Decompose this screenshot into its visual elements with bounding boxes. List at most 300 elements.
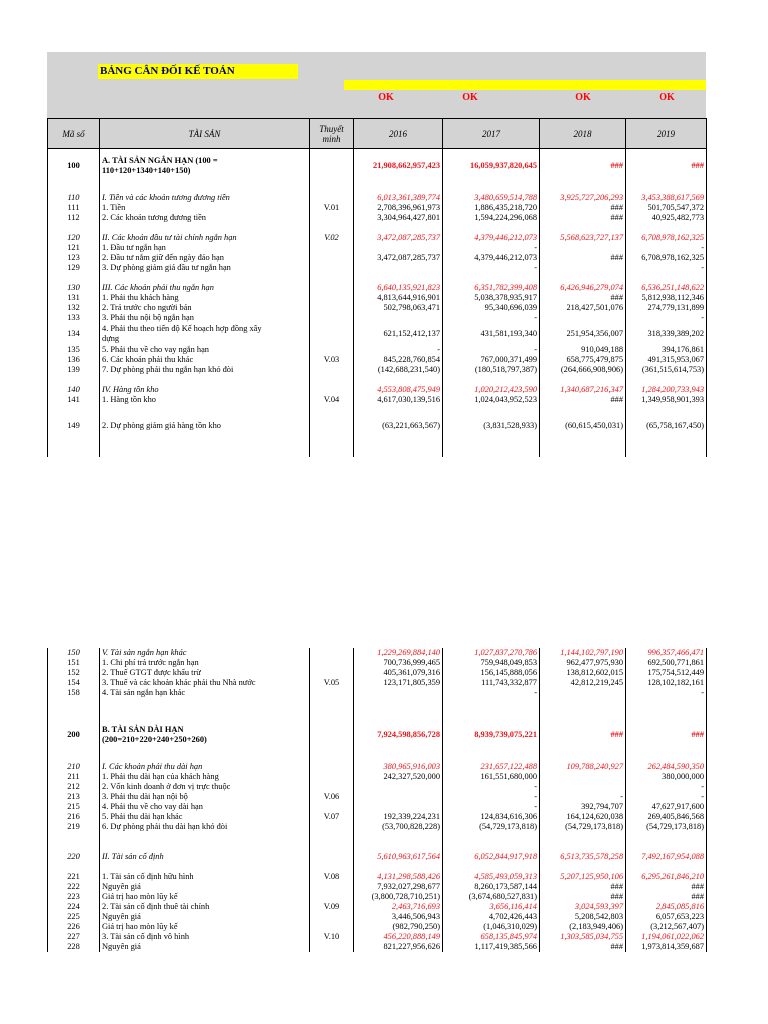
row-name[interactable]: 1. Đầu tư ngắn hạn xyxy=(100,243,310,253)
row-code[interactable]: 134 xyxy=(48,323,100,345)
row-code[interactable]: 221 xyxy=(48,872,100,882)
value-cell[interactable]: 274,779,131,899 xyxy=(626,303,707,313)
row-code[interactable]: 133 xyxy=(48,313,100,323)
value-cell[interactable]: 6,513,735,578,258 xyxy=(540,852,626,862)
value-cell[interactable]: 4,553,808,475,949 xyxy=(354,385,443,395)
value-cell[interactable]: 2,708,396,961,973 xyxy=(354,203,443,213)
value-cell[interactable]: 192,339,224,231 xyxy=(354,812,443,822)
value-cell[interactable]: 5,610,963,617,564 xyxy=(354,852,443,862)
row-name[interactable]: Giá trị hao mòn lũy kế xyxy=(100,892,310,902)
value-cell[interactable]: ### xyxy=(626,882,707,892)
value-cell[interactable]: 42,812,219,245 xyxy=(540,678,626,688)
value-cell[interactable]: 700,736,999,465 xyxy=(354,658,443,668)
value-cell[interactable]: 95,340,696,039 xyxy=(443,303,540,313)
row-code[interactable]: 123 xyxy=(48,253,100,263)
row-code[interactable]: 222 xyxy=(48,882,100,892)
row-note[interactable] xyxy=(310,802,354,812)
row-code[interactable]: 100 xyxy=(48,149,100,183)
row-note[interactable] xyxy=(310,345,354,355)
row-name[interactable]: 3. Thuế và các khoản khác phải thu Nhà nước xyxy=(100,678,310,688)
row-note[interactable] xyxy=(310,942,354,952)
row-code[interactable]: 213 xyxy=(48,792,100,802)
value-cell[interactable]: 124,834,616,306 xyxy=(443,812,540,822)
row-name[interactable]: I. Các khoản phải thu dài hạn xyxy=(100,762,310,772)
value-cell[interactable]: - xyxy=(626,313,707,323)
row-name[interactable]: II. Tài sản cố định xyxy=(100,852,310,862)
row-note[interactable] xyxy=(310,385,354,395)
value-cell[interactable]: - xyxy=(443,313,540,323)
value-cell[interactable]: (3,212,567,407) xyxy=(626,922,707,932)
row-note[interactable] xyxy=(310,415,354,437)
value-cell[interactable]: (1,046,310,029) xyxy=(443,922,540,932)
value-cell[interactable]: 7,492,167,954,088 xyxy=(626,852,707,862)
value-cell[interactable]: 6,013,361,389,774 xyxy=(354,193,443,203)
value-cell[interactable]: 16,059,937,820,645 xyxy=(443,149,540,183)
value-cell[interactable]: (264,666,908,906) xyxy=(540,365,626,375)
row-note[interactable] xyxy=(310,213,354,223)
value-cell[interactable]: 4,379,446,212,073 xyxy=(443,253,540,263)
value-cell[interactable]: 962,477,975,930 xyxy=(540,658,626,668)
value-cell[interactable]: (54,729,173,818) xyxy=(443,822,540,832)
value-cell[interactable]: 5,568,623,727,137 xyxy=(540,233,626,243)
value-cell[interactable]: 109,788,240,927 xyxy=(540,762,626,772)
row-note[interactable]: V.02 xyxy=(310,233,354,243)
row-name[interactable]: 5. Phải thu về cho vay ngắn hạn xyxy=(100,345,310,355)
row-name[interactable]: 2. Vốn kinh doanh ở đơn vị trực thuộc xyxy=(100,782,310,792)
value-cell[interactable]: 692,500,771,861 xyxy=(626,658,707,668)
row-code[interactable]: 224 xyxy=(48,902,100,912)
table-row xyxy=(48,792,707,802)
row-note[interactable]: V.07 xyxy=(310,812,354,822)
empty-cell xyxy=(540,223,626,233)
row-note[interactable] xyxy=(310,193,354,203)
row-code[interactable]: 136 xyxy=(48,355,100,365)
row-code[interactable]: 226 xyxy=(48,922,100,932)
value-cell[interactable] xyxy=(540,688,626,698)
value-cell[interactable]: 621,152,412,137 xyxy=(354,323,443,345)
row-code[interactable]: 120 xyxy=(48,233,100,243)
row-name[interactable]: 5. Phải thu dài hạn khác xyxy=(100,812,310,822)
header-asset[interactable]: TÀI SẢN xyxy=(100,119,310,149)
value-cell[interactable]: 405,361,079,316 xyxy=(354,668,443,678)
row-note[interactable] xyxy=(310,313,354,323)
row-note[interactable] xyxy=(310,303,354,313)
row-name[interactable]: 1. Tiền xyxy=(100,203,310,213)
value-cell[interactable]: 3,656,116,414 xyxy=(443,902,540,912)
value-cell[interactable]: (180,518,797,387) xyxy=(443,365,540,375)
value-cell[interactable]: 6,351,782,399,408 xyxy=(443,283,540,293)
row-note[interactable] xyxy=(310,688,354,698)
value-cell[interactable]: 3,453,388,617,569 xyxy=(626,193,707,203)
row-note[interactable]: V.06 xyxy=(310,792,354,802)
value-cell[interactable] xyxy=(540,313,626,323)
table-row xyxy=(48,812,707,822)
value-cell[interactable]: 1,340,687,216,347 xyxy=(540,385,626,395)
row-note[interactable] xyxy=(310,648,354,658)
row-code[interactable]: 131 xyxy=(48,293,100,303)
value-cell[interactable]: 7,932,027,298,677 xyxy=(354,882,443,892)
row-code[interactable]: 111 xyxy=(48,203,100,213)
value-cell[interactable]: 5,038,378,935,917 xyxy=(443,293,540,303)
row-note[interactable]: V.01 xyxy=(310,203,354,213)
value-cell[interactable]: 251,954,356,007 xyxy=(540,323,626,345)
row-name[interactable]: Nguyên giá xyxy=(100,912,310,922)
value-cell[interactable]: 21,908,662,957,423 xyxy=(354,149,443,183)
row-name[interactable]: 1. Phải thu khách hàng xyxy=(100,293,310,303)
row-note[interactable] xyxy=(310,882,354,892)
value-cell[interactable]: 6,426,946,279,074 xyxy=(540,283,626,293)
value-cell[interactable]: (53,700,828,228) xyxy=(354,822,443,832)
header-year[interactable]: 2017 xyxy=(443,119,540,149)
value-cell[interactable]: 821,227,956,626 xyxy=(354,942,443,952)
row-code[interactable]: 112 xyxy=(48,213,100,223)
value-cell[interactable]: 1,886,435,218,720 xyxy=(443,203,540,213)
value-cell[interactable]: - xyxy=(443,243,540,253)
value-cell[interactable]: 242,327,520,000 xyxy=(354,772,443,782)
value-cell[interactable] xyxy=(540,263,626,273)
value-cell[interactable]: - xyxy=(443,802,540,812)
row-name[interactable]: 4. Phải thu theo tiến độ Kế hoạch hợp đồng xây dựng xyxy=(100,323,310,345)
value-cell[interactable]: ### xyxy=(626,149,707,183)
row-note[interactable] xyxy=(310,149,354,183)
row-code[interactable]: 220 xyxy=(48,852,100,862)
value-cell[interactable]: 996,357,466,471 xyxy=(626,648,707,658)
value-cell[interactable]: 380,965,916,003 xyxy=(354,762,443,772)
value-cell[interactable] xyxy=(540,243,626,253)
value-cell[interactable]: 767,000,371,499 xyxy=(443,355,540,365)
row-name[interactable]: A. TÀI SẢN NGẮN HẠN (100 = 110+120+1340+140+150) xyxy=(100,149,310,183)
row-name[interactable]: I. Tiền và các khoản tương đương tiền xyxy=(100,193,310,203)
row-note[interactable]: V.05 xyxy=(310,678,354,688)
value-cell[interactable]: 6,057,653,223 xyxy=(626,912,707,922)
row-note[interactable]: V.09 xyxy=(310,902,354,912)
value-cell[interactable]: 269,405,846,568 xyxy=(626,812,707,822)
empty-cell xyxy=(310,447,354,457)
row-name[interactable]: 3. Phải thu dài hạn nội bộ xyxy=(100,792,310,802)
value-cell[interactable]: 8,260,173,587,144 xyxy=(443,882,540,892)
value-cell[interactable]: ### xyxy=(540,293,626,303)
value-cell[interactable]: ### xyxy=(626,718,707,752)
row-code[interactable]: 150 xyxy=(48,648,100,658)
row-code[interactable]: 130 xyxy=(48,283,100,293)
row-note[interactable] xyxy=(310,718,354,752)
value-cell[interactable]: (54,729,173,818) xyxy=(540,822,626,832)
value-cell[interactable]: 262,484,590,350 xyxy=(626,762,707,772)
value-cell[interactable]: 1,594,224,296,068 xyxy=(443,213,540,223)
value-cell[interactable]: (54,729,173,818) xyxy=(626,822,707,832)
value-cell[interactable]: 318,339,389,202 xyxy=(626,323,707,345)
value-cell[interactable]: 5,812,938,112,346 xyxy=(626,293,707,303)
value-cell[interactable] xyxy=(354,263,443,273)
value-cell[interactable]: 2,463,716,693 xyxy=(354,902,443,912)
row-code[interactable]: 151 xyxy=(48,658,100,668)
value-cell[interactable]: 4,131,298,588,426 xyxy=(354,872,443,882)
row-note[interactable] xyxy=(310,658,354,668)
row-code[interactable]: 225 xyxy=(48,912,100,922)
value-cell[interactable]: 5,208,542,803 xyxy=(540,912,626,922)
value-cell[interactable]: 47,627,917,600 xyxy=(626,802,707,812)
value-cell[interactable]: 1,973,814,359,687 xyxy=(626,942,707,952)
value-cell[interactable]: 1,027,837,270,786 xyxy=(443,648,540,658)
value-cell[interactable] xyxy=(354,313,443,323)
row-name[interactable]: 2. Đầu tư nắm giữ đến ngày đáo hạn xyxy=(100,253,310,263)
value-cell[interactable] xyxy=(540,772,626,782)
value-cell[interactable]: 161,551,680,000 xyxy=(443,772,540,782)
value-cell[interactable]: ### xyxy=(540,253,626,263)
value-cell[interactable]: 175,754,512,449 xyxy=(626,668,707,678)
value-cell[interactable]: 3,925,727,206,293 xyxy=(540,193,626,203)
row-name[interactable]: Nguyên giá xyxy=(100,882,310,892)
value-cell[interactable]: - xyxy=(626,243,707,253)
row-code[interactable]: 139 xyxy=(48,365,100,375)
row-note[interactable]: V.04 xyxy=(310,395,354,405)
value-cell[interactable]: 123,171,805,359 xyxy=(354,678,443,688)
value-cell[interactable]: 1,144,102,797,190 xyxy=(540,648,626,658)
value-cell[interactable]: (65,758,167,450) xyxy=(626,415,707,437)
value-cell[interactable]: - xyxy=(540,792,626,802)
row-name[interactable]: 2. Thuế GTGT được khấu trừ xyxy=(100,668,310,678)
value-cell[interactable]: 4,813,644,916,901 xyxy=(354,293,443,303)
value-cell[interactable]: 394,176,861 xyxy=(626,345,707,355)
value-cell[interactable]: 4,585,493,059,313 xyxy=(443,872,540,882)
value-cell[interactable]: (2,183,949,406) xyxy=(540,922,626,932)
row-code[interactable]: 152 xyxy=(48,668,100,678)
value-cell[interactable]: ### xyxy=(540,203,626,213)
value-cell[interactable] xyxy=(354,802,443,812)
value-cell[interactable] xyxy=(354,688,443,698)
header-year[interactable]: 2018 xyxy=(540,119,626,149)
row-note[interactable] xyxy=(310,365,354,375)
row-note[interactable] xyxy=(310,922,354,932)
value-cell[interactable]: ### xyxy=(540,149,626,183)
row-name[interactable]: 1. Chi phí trả trước ngắn hạn xyxy=(100,658,310,668)
value-cell[interactable]: ### xyxy=(540,942,626,952)
value-cell[interactable]: (142,688,231,540) xyxy=(354,365,443,375)
value-cell[interactable]: 218,427,501,076 xyxy=(540,303,626,313)
value-cell[interactable]: ### xyxy=(626,892,707,902)
value-cell[interactable]: ### xyxy=(540,882,626,892)
row-note[interactable] xyxy=(310,822,354,832)
row-note[interactable] xyxy=(310,293,354,303)
value-cell[interactable]: (3,674,680,527,831) xyxy=(443,892,540,902)
value-cell[interactable]: - xyxy=(626,688,707,698)
value-cell[interactable]: 3,472,087,285,737 xyxy=(354,233,443,243)
row-name[interactable]: 2. Các khoản tương đương tiền xyxy=(100,213,310,223)
value-cell[interactable]: 6,052,844,917,918 xyxy=(443,852,540,862)
row-code[interactable]: 211 xyxy=(48,772,100,782)
row-name[interactable]: III. Các khoản phải thu ngắn hạn xyxy=(100,283,310,293)
value-cell[interactable]: 502,798,063,471 xyxy=(354,303,443,313)
row-code[interactable]: 132 xyxy=(48,303,100,313)
value-cell[interactable]: - xyxy=(443,345,540,355)
row-note[interactable] xyxy=(310,762,354,772)
row-name[interactable]: 6. Các khoản phải thu khác xyxy=(100,355,310,365)
row-name[interactable]: 4. Tài sản ngắn hạn khác xyxy=(100,688,310,698)
row-code[interactable]: 228 xyxy=(48,942,100,952)
value-cell[interactable] xyxy=(354,782,443,792)
value-cell[interactable]: 3,480,659,514,788 xyxy=(443,193,540,203)
row-name[interactable]: 3. Dự phòng giảm giá đầu tư ngắn hạn xyxy=(100,263,310,273)
row-note[interactable]: V.03 xyxy=(310,355,354,365)
row-code[interactable]: 135 xyxy=(48,345,100,355)
header-note[interactable]: Thuyết minh xyxy=(310,119,354,149)
value-cell[interactable]: - xyxy=(443,782,540,792)
row-code[interactable]: 154 xyxy=(48,678,100,688)
value-cell[interactable]: 6,708,978,162,325 xyxy=(626,253,707,263)
value-cell[interactable]: 128,102,182,161 xyxy=(626,678,707,688)
value-cell[interactable]: (63,221,663,567) xyxy=(354,415,443,437)
row-note[interactable]: V.10 xyxy=(310,932,354,942)
row-code[interactable]: 223 xyxy=(48,892,100,902)
row-code[interactable]: 121 xyxy=(48,243,100,253)
value-cell[interactable]: 658,135,845,974 xyxy=(443,932,540,942)
row-name[interactable]: 7. Dự phòng phải thu ngắn hạn khó đòi xyxy=(100,365,310,375)
row-name[interactable]: 2. Tài sản cố định thuê tài chính xyxy=(100,902,310,912)
value-cell[interactable]: 138,812,602,015 xyxy=(540,668,626,678)
row-name[interactable]: Nguyên giá xyxy=(100,942,310,952)
value-cell[interactable]: 4,702,426,443 xyxy=(443,912,540,922)
row-code[interactable]: 216 xyxy=(48,812,100,822)
value-cell[interactable]: (982,790,250) xyxy=(354,922,443,932)
sheet-title[interactable]: BẢNG CÂN ĐỐI KẾ TOÁN xyxy=(98,64,298,79)
row-name[interactable]: B. TÀI SẢN DÀI HẠN (200=210+220+240+250+260) xyxy=(100,718,310,752)
value-cell[interactable]: ### xyxy=(540,395,626,405)
value-cell[interactable]: 1,117,419,385,566 xyxy=(443,942,540,952)
value-cell[interactable]: 392,794,707 xyxy=(540,802,626,812)
row-name[interactable]: 4. Phải thu về cho vay dài hạn xyxy=(100,802,310,812)
row-note[interactable] xyxy=(310,668,354,678)
value-cell[interactable]: (60,615,450,031) xyxy=(540,415,626,437)
row-name[interactable]: 2. Trả trước cho người bán xyxy=(100,303,310,313)
value-cell[interactable]: - xyxy=(443,792,540,802)
value-cell[interactable]: - xyxy=(354,345,443,355)
value-cell[interactable]: 456,220,888,149 xyxy=(354,932,443,942)
value-cell[interactable]: 2,845,085,816 xyxy=(626,902,707,912)
value-cell[interactable]: - xyxy=(443,263,540,273)
header-code[interactable]: Mã số xyxy=(48,119,100,149)
value-cell[interactable]: 1,020,212,423,590 xyxy=(443,385,540,395)
row-code[interactable]: 227 xyxy=(48,932,100,942)
row-name[interactable]: IV. Hàng tồn kho xyxy=(100,385,310,395)
row-code[interactable]: 219 xyxy=(48,822,100,832)
value-cell[interactable]: 845,228,760,854 xyxy=(354,355,443,365)
value-cell[interactable]: 156,145,888,056 xyxy=(443,668,540,678)
value-cell[interactable]: ### xyxy=(540,213,626,223)
value-cell[interactable]: 431,581,193,340 xyxy=(443,323,540,345)
row-name[interactable]: 6. Dự phòng phải thu dài hạn khó đòi xyxy=(100,822,310,832)
row-code[interactable]: 129 xyxy=(48,263,100,273)
row-note[interactable] xyxy=(310,782,354,792)
value-cell[interactable]: 40,925,482,773 xyxy=(626,213,707,223)
value-cell[interactable]: 1,303,585,034,755 xyxy=(540,932,626,942)
value-cell[interactable]: 3,304,964,427,801 xyxy=(354,213,443,223)
row-code[interactable]: 158 xyxy=(48,688,100,698)
row-name[interactable]: 1. Phải thu dài hạn của khách hàng xyxy=(100,772,310,782)
value-cell[interactable] xyxy=(354,792,443,802)
value-cell[interactable]: (3,831,528,933) xyxy=(443,415,540,437)
value-cell[interactable]: 501,705,547,372 xyxy=(626,203,707,213)
row-note[interactable] xyxy=(310,263,354,273)
row-name[interactable]: Giá trị hao mòn lũy kế xyxy=(100,922,310,932)
value-cell[interactable]: 380,000,000 xyxy=(626,772,707,782)
value-cell[interactable]: 111,743,332,877 xyxy=(443,678,540,688)
value-cell[interactable]: 7,924,598,856,728 xyxy=(354,718,443,752)
value-cell[interactable]: 4,617,030,139,516 xyxy=(354,395,443,405)
row-note[interactable] xyxy=(310,772,354,782)
value-cell[interactable]: 759,948,049,853 xyxy=(443,658,540,668)
row-code[interactable]: 210 xyxy=(48,762,100,772)
row-name[interactable]: II. Các khoản đầu tư tài chính ngắn hạn xyxy=(100,233,310,243)
row-name[interactable]: 3. Tài sản cố định vô hình xyxy=(100,932,310,942)
row-code[interactable]: 141 xyxy=(48,395,100,405)
value-cell[interactable] xyxy=(540,782,626,792)
value-cell[interactable] xyxy=(354,243,443,253)
row-note[interactable] xyxy=(310,253,354,263)
value-cell[interactable]: 6,536,251,148,622 xyxy=(626,283,707,293)
row-note[interactable] xyxy=(310,912,354,922)
value-cell[interactable]: 4,379,446,212,073 xyxy=(443,233,540,243)
row-note[interactable] xyxy=(310,892,354,902)
row-name[interactable]: 2. Dự phòng giảm giá hàng tồn kho xyxy=(100,415,310,437)
row-code[interactable]: 149 xyxy=(48,415,100,437)
value-cell[interactable]: 3,446,506,943 xyxy=(354,912,443,922)
value-cell[interactable]: 491,315,953,067 xyxy=(626,355,707,365)
row-name[interactable]: V. Tài sản ngắn hạn khác xyxy=(100,648,310,658)
value-cell[interactable]: 1,229,269,884,140 xyxy=(354,648,443,658)
row-note[interactable] xyxy=(310,283,354,293)
value-cell[interactable]: 6,295,261,846,210 xyxy=(626,872,707,882)
value-cell[interactable]: ### xyxy=(540,718,626,752)
value-cell[interactable]: 231,657,122,488 xyxy=(443,762,540,772)
value-cell[interactable]: 1,024,043,952,523 xyxy=(443,395,540,405)
value-cell[interactable]: 8,939,739,075,221 xyxy=(443,718,540,752)
value-cell[interactable]: 5,207,125,950,106 xyxy=(540,872,626,882)
row-name[interactable]: 1. Tài sản cố định hữu hình xyxy=(100,872,310,882)
value-cell[interactable]: 1,349,958,901,393 xyxy=(626,395,707,405)
row-note[interactable]: V.08 xyxy=(310,872,354,882)
row-code[interactable]: 140 xyxy=(48,385,100,395)
value-cell[interactable]: 910,049,188 xyxy=(540,345,626,355)
value-cell[interactable]: - xyxy=(626,782,707,792)
table-row xyxy=(48,912,707,922)
value-cell[interactable]: 6,640,135,921,823 xyxy=(354,283,443,293)
row-code[interactable]: 212 xyxy=(48,782,100,792)
row-name[interactable]: 3. Phải thu nội bộ ngắn hạn xyxy=(100,313,310,323)
row-name[interactable]: 1. Hàng tồn kho xyxy=(100,395,310,405)
value-cell[interactable]: 6,708,978,162,325 xyxy=(626,233,707,243)
row-note[interactable] xyxy=(310,852,354,862)
row-note[interactable] xyxy=(310,323,354,345)
value-cell[interactable]: (3,800,728,710,251) xyxy=(354,892,443,902)
header-year[interactable]: 2019 xyxy=(626,119,707,149)
value-cell[interactable]: 3,472,087,285,737 xyxy=(354,253,443,263)
value-cell[interactable]: - xyxy=(626,263,707,273)
value-cell[interactable]: - xyxy=(626,792,707,802)
header-year[interactable]: 2016 xyxy=(354,119,443,149)
row-code[interactable]: 200 xyxy=(48,718,100,752)
value-cell[interactable]: ### xyxy=(540,892,626,902)
value-cell[interactable]: 1,284,200,733,943 xyxy=(626,385,707,395)
row-code[interactable]: 110 xyxy=(48,193,100,203)
value-cell[interactable]: (361,515,614,753) xyxy=(626,365,707,375)
value-cell[interactable]: 3,024,593,397 xyxy=(540,902,626,912)
row-note[interactable] xyxy=(310,243,354,253)
value-cell[interactable]: - xyxy=(443,688,540,698)
value-cell[interactable]: 164,124,620,038 xyxy=(540,812,626,822)
value-cell[interactable]: 1,194,061,022,062 xyxy=(626,932,707,942)
value-cell[interactable]: 658,775,479,875 xyxy=(540,355,626,365)
row-code[interactable]: 215 xyxy=(48,802,100,812)
